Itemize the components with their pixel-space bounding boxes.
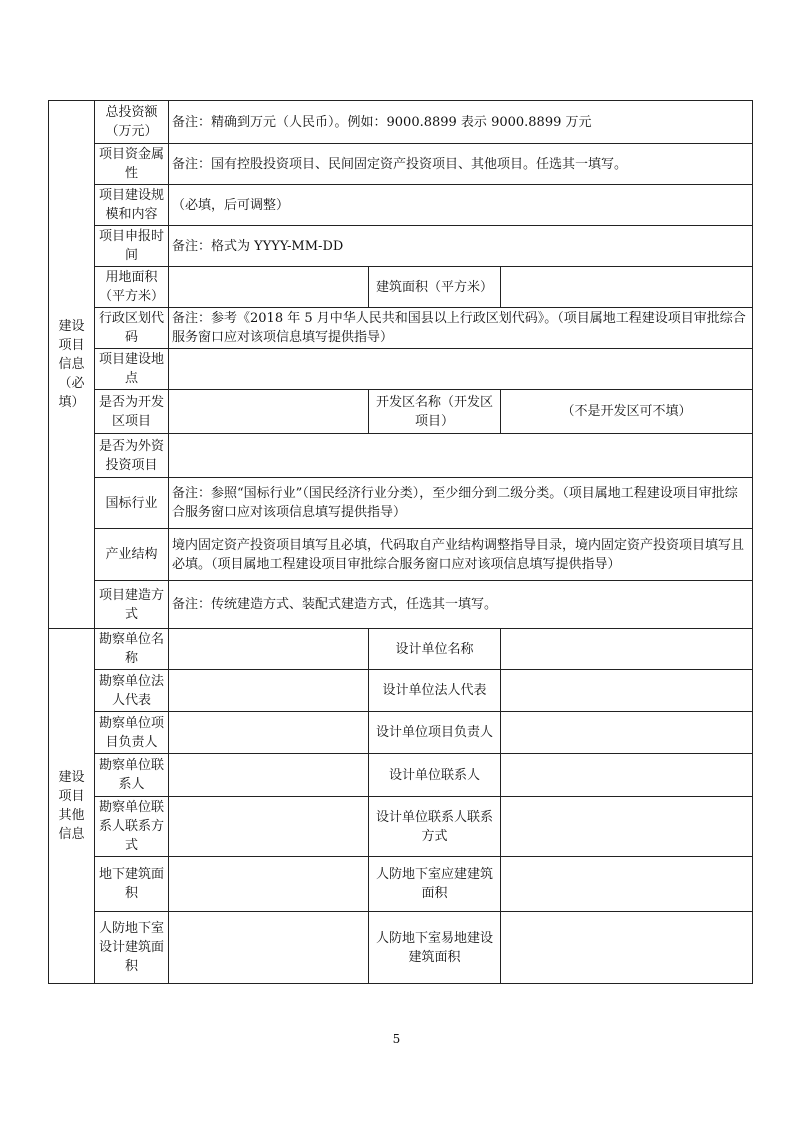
- field-value[interactable]: [169, 629, 369, 670]
- field-value[interactable]: [501, 670, 753, 712]
- table-row: [49, 144, 753, 185]
- table-row: [49, 434, 753, 478]
- page-number: 5: [392, 1032, 401, 1046]
- field-label: 设计单位项目负责人: [369, 712, 501, 754]
- field-value[interactable]: （不是开发区可不填）: [501, 390, 753, 434]
- field-value[interactable]: 备注：参考《2018 年 5 月中华人民共和国县以上行政区划代码》。（项目属地工程建设项目审批综合服务窗口应对该项信息填写提供指导）: [169, 308, 753, 349]
- field-label: 勘察单位名称: [95, 629, 169, 670]
- table-row: [49, 308, 753, 349]
- field-label: 国标行业: [95, 478, 169, 529]
- field-value[interactable]: 境内固定资产投资项目填写且必填，代码取自产业结构调整指导目录，境内固定资产投资项目填写且必填。（项目属地工程建设项目审批综合服务窗口应对该项信息填写提供指导）: [169, 529, 753, 581]
- field-label: 勘察单位联系人: [95, 754, 169, 797]
- table-row: [49, 478, 753, 529]
- field-value[interactable]: [169, 670, 369, 712]
- field-label: 项目建造方式: [95, 581, 169, 629]
- field-value[interactable]: [169, 434, 753, 478]
- field-label: 项目建设地点: [95, 349, 169, 390]
- field-label: 行政区划代码: [95, 308, 169, 349]
- field-label: 项目建设规模和内容: [95, 185, 169, 226]
- field-label: 设计单位联系人: [369, 754, 501, 797]
- field-value[interactable]: [501, 712, 753, 754]
- field-value[interactable]: 备注：格式为 YYYY-MM-DD: [169, 226, 753, 267]
- field-value[interactable]: [169, 267, 369, 308]
- field-label: 勘察单位联系人联系方式: [95, 797, 169, 857]
- field-label: 总投资额（万元）: [95, 101, 169, 144]
- field-label: 人防地下室易地建设建筑面积: [369, 912, 501, 984]
- field-label: 项目申报时间: [95, 226, 169, 267]
- field-value[interactable]: 备注：参照“国标行业”（国民经济行业分类），至少细分到二级分类。（项目属地工程建设项目审批综合服务窗口应对该项信息填写提供指导）: [169, 478, 753, 529]
- field-value[interactable]: [501, 912, 753, 984]
- table-row: [49, 185, 753, 226]
- field-label: 开发区名称（开发区项目）: [369, 390, 501, 434]
- table-row: [49, 797, 753, 857]
- project-info-table: [48, 100, 753, 984]
- field-label: 是否为开发区项目: [95, 390, 169, 434]
- field-value[interactable]: [169, 857, 369, 912]
- field-label: 地下建筑面积: [95, 857, 169, 912]
- table-row: [49, 629, 753, 670]
- field-value[interactable]: [169, 390, 369, 434]
- field-value[interactable]: 备注：传统建造方式、装配式建造方式，任选其一填写。: [169, 581, 753, 629]
- section-title: 建设项目信息（必填）: [49, 101, 95, 629]
- field-value[interactable]: [501, 857, 753, 912]
- field-label: 人防地下室设计建筑面积: [95, 912, 169, 984]
- field-value[interactable]: [501, 629, 753, 670]
- field-value[interactable]: [169, 912, 369, 984]
- table-row: [49, 101, 753, 144]
- table-row: [49, 754, 753, 797]
- field-value[interactable]: [169, 754, 369, 797]
- field-label: 产业结构: [95, 529, 169, 581]
- field-value[interactable]: 备注：精确到万元（人民币）。例如：9000.8899 表示 9000.8899 万元: [169, 101, 753, 144]
- table-row: [49, 529, 753, 581]
- field-value[interactable]: [169, 797, 369, 857]
- field-value[interactable]: [169, 712, 369, 754]
- field-label: 勘察单位项目负责人: [95, 712, 169, 754]
- field-value[interactable]: [501, 267, 753, 308]
- section-title: 建设项目其他信息: [49, 629, 95, 984]
- table-row: [49, 226, 753, 267]
- table-row: [49, 349, 753, 390]
- field-label: 用地面积（平方米）: [95, 267, 169, 308]
- field-label: 设计单位名称: [369, 629, 501, 670]
- field-value[interactable]: 备注：国有控股投资项目、民间固定资产投资项目、其他项目。任选其一填写。: [169, 144, 753, 185]
- field-value[interactable]: （必填，后可调整）: [169, 185, 753, 226]
- field-label: 设计单位联系人联系方式: [369, 797, 501, 857]
- table-row: [49, 857, 753, 912]
- field-label: 人防地下室应建建筑面积: [369, 857, 501, 912]
- field-value[interactable]: [169, 349, 753, 390]
- table-row: [49, 912, 753, 984]
- field-label: 建筑面积（平方米）: [369, 267, 501, 308]
- table-row: [49, 390, 753, 434]
- field-label: 设计单位法人代表: [369, 670, 501, 712]
- table-row: [49, 712, 753, 754]
- field-label: 是否为外资投资项目: [95, 434, 169, 478]
- table-row: [49, 670, 753, 712]
- table-row: [49, 581, 753, 629]
- field-label: 项目资金属性: [95, 144, 169, 185]
- field-value[interactable]: [501, 754, 753, 797]
- table-row: [49, 267, 753, 308]
- field-label: 勘察单位法人代表: [95, 670, 169, 712]
- field-value[interactable]: [501, 797, 753, 857]
